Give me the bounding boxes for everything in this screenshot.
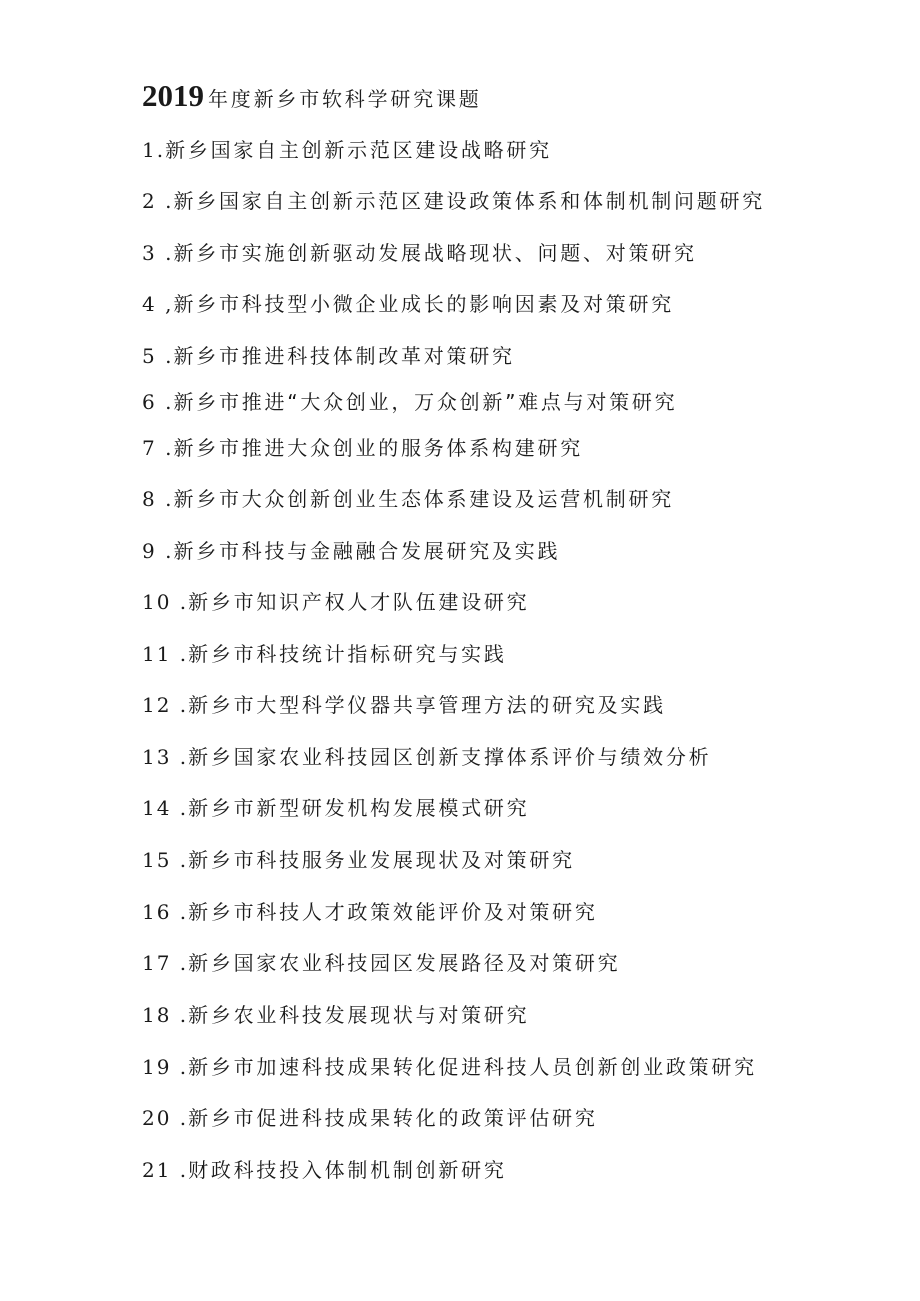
topic-item xyxy=(142,744,711,770)
document-title xyxy=(142,80,482,117)
topic-number: 14 . xyxy=(142,796,189,820)
topic-text: 新乡市科技服务业发展现状及对策研究 xyxy=(188,848,575,872)
topic-number: 20 . xyxy=(142,1106,189,1130)
topic-item xyxy=(142,795,529,821)
topic-item xyxy=(142,291,674,317)
topic-number: 12 . xyxy=(142,693,189,717)
topic-number: 2 . xyxy=(142,189,174,213)
topic-text: 新乡国家自主创新示范区建设政策体系和体制机制问题研究 xyxy=(173,189,765,213)
topic-text: 新乡国家农业科技园区创新支撑体系评价与绩效分析 xyxy=(188,745,712,769)
topic-text: 新乡市大型科学仪器共享管理方法的研究及实践 xyxy=(188,693,666,717)
topic-text: 新乡市科技人才政策效能评价及对策研究 xyxy=(188,900,598,924)
topic-item xyxy=(142,1002,529,1028)
topic-text: 新乡市加速科技成果转化促进科技人员创新创业政策研究 xyxy=(188,1055,757,1079)
topic-number: 7 . xyxy=(142,436,174,460)
topic-item xyxy=(142,538,560,564)
topic-item xyxy=(142,188,765,214)
topic-item xyxy=(142,589,529,615)
topic-text: 新乡市知识产权人才队伍建设研究 xyxy=(188,590,530,614)
topic-text: 新乡市科技型小微企业成长的影响因素及对策研究 xyxy=(173,292,674,316)
topic-text: 新乡市实施创新驱动发展战略现状、问题、对策研究 xyxy=(173,241,697,265)
topic-text: 新乡市科技统计指标研究与实践 xyxy=(188,642,507,666)
topic-number: 18 . xyxy=(142,1003,189,1027)
title-year: 2019 xyxy=(142,78,204,113)
topic-text: 财政科技投入体制机制创新研究 xyxy=(188,1158,507,1182)
topic-text: 新乡市推进“大众创业，万众创新”难点与对策研究 xyxy=(173,390,678,414)
topic-text: 新乡国家自主创新示范区建设战略研究 xyxy=(165,138,552,162)
topic-item xyxy=(142,486,674,512)
topic-text: 新乡农业科技发展现状与对策研究 xyxy=(188,1003,530,1027)
topic-number: 19 . xyxy=(142,1055,189,1079)
topic-item xyxy=(142,389,677,415)
topic-number: 3 . xyxy=(142,241,174,265)
topic-number: 4 , xyxy=(142,292,174,316)
topic-number: 8 . xyxy=(142,487,174,511)
topic-item xyxy=(142,1105,598,1131)
topic-item xyxy=(142,692,666,718)
topic-number: 6 . xyxy=(142,390,174,414)
topic-item xyxy=(142,641,507,667)
topic-item xyxy=(142,847,575,873)
topic-item xyxy=(142,435,583,461)
topic-text: 新乡市科技与金融融合发展研究及实践 xyxy=(173,539,561,563)
topic-item xyxy=(142,1054,757,1080)
topic-item xyxy=(142,343,515,369)
topic-text: 新乡市促进科技成果转化的政策评估研究 xyxy=(188,1106,598,1130)
topic-text: 新乡市推进科技体制改革对策研究 xyxy=(173,344,515,368)
topic-number: 1. xyxy=(142,138,166,162)
title-text: 年度新乡市软科学研究课题 xyxy=(208,87,482,111)
topic-item xyxy=(142,1157,507,1183)
topic-number: 11 . xyxy=(142,642,189,666)
topic-number: 10 . xyxy=(142,590,189,614)
topic-item xyxy=(142,950,620,976)
topic-number: 13 . xyxy=(142,745,189,769)
topic-number: 17 . xyxy=(142,951,189,975)
topic-number: 5 . xyxy=(142,344,174,368)
topic-item xyxy=(142,137,552,163)
topic-number: 21 . xyxy=(142,1158,189,1182)
topic-number: 16 . xyxy=(142,900,189,924)
topic-text: 新乡市新型研发机构发展模式研究 xyxy=(188,796,530,820)
topic-text: 新乡国家农业科技园区发展路径及对策研究 xyxy=(188,951,621,975)
topic-text: 新乡市大众创新创业生态体系建设及运营机制研究 xyxy=(173,487,674,511)
topic-number: 9 . xyxy=(142,539,174,563)
topic-item xyxy=(142,240,697,266)
topic-item xyxy=(142,899,598,925)
topic-number: 15 . xyxy=(142,848,189,872)
topic-text: 新乡市推进大众创业的服务体系构建研究 xyxy=(173,436,583,460)
